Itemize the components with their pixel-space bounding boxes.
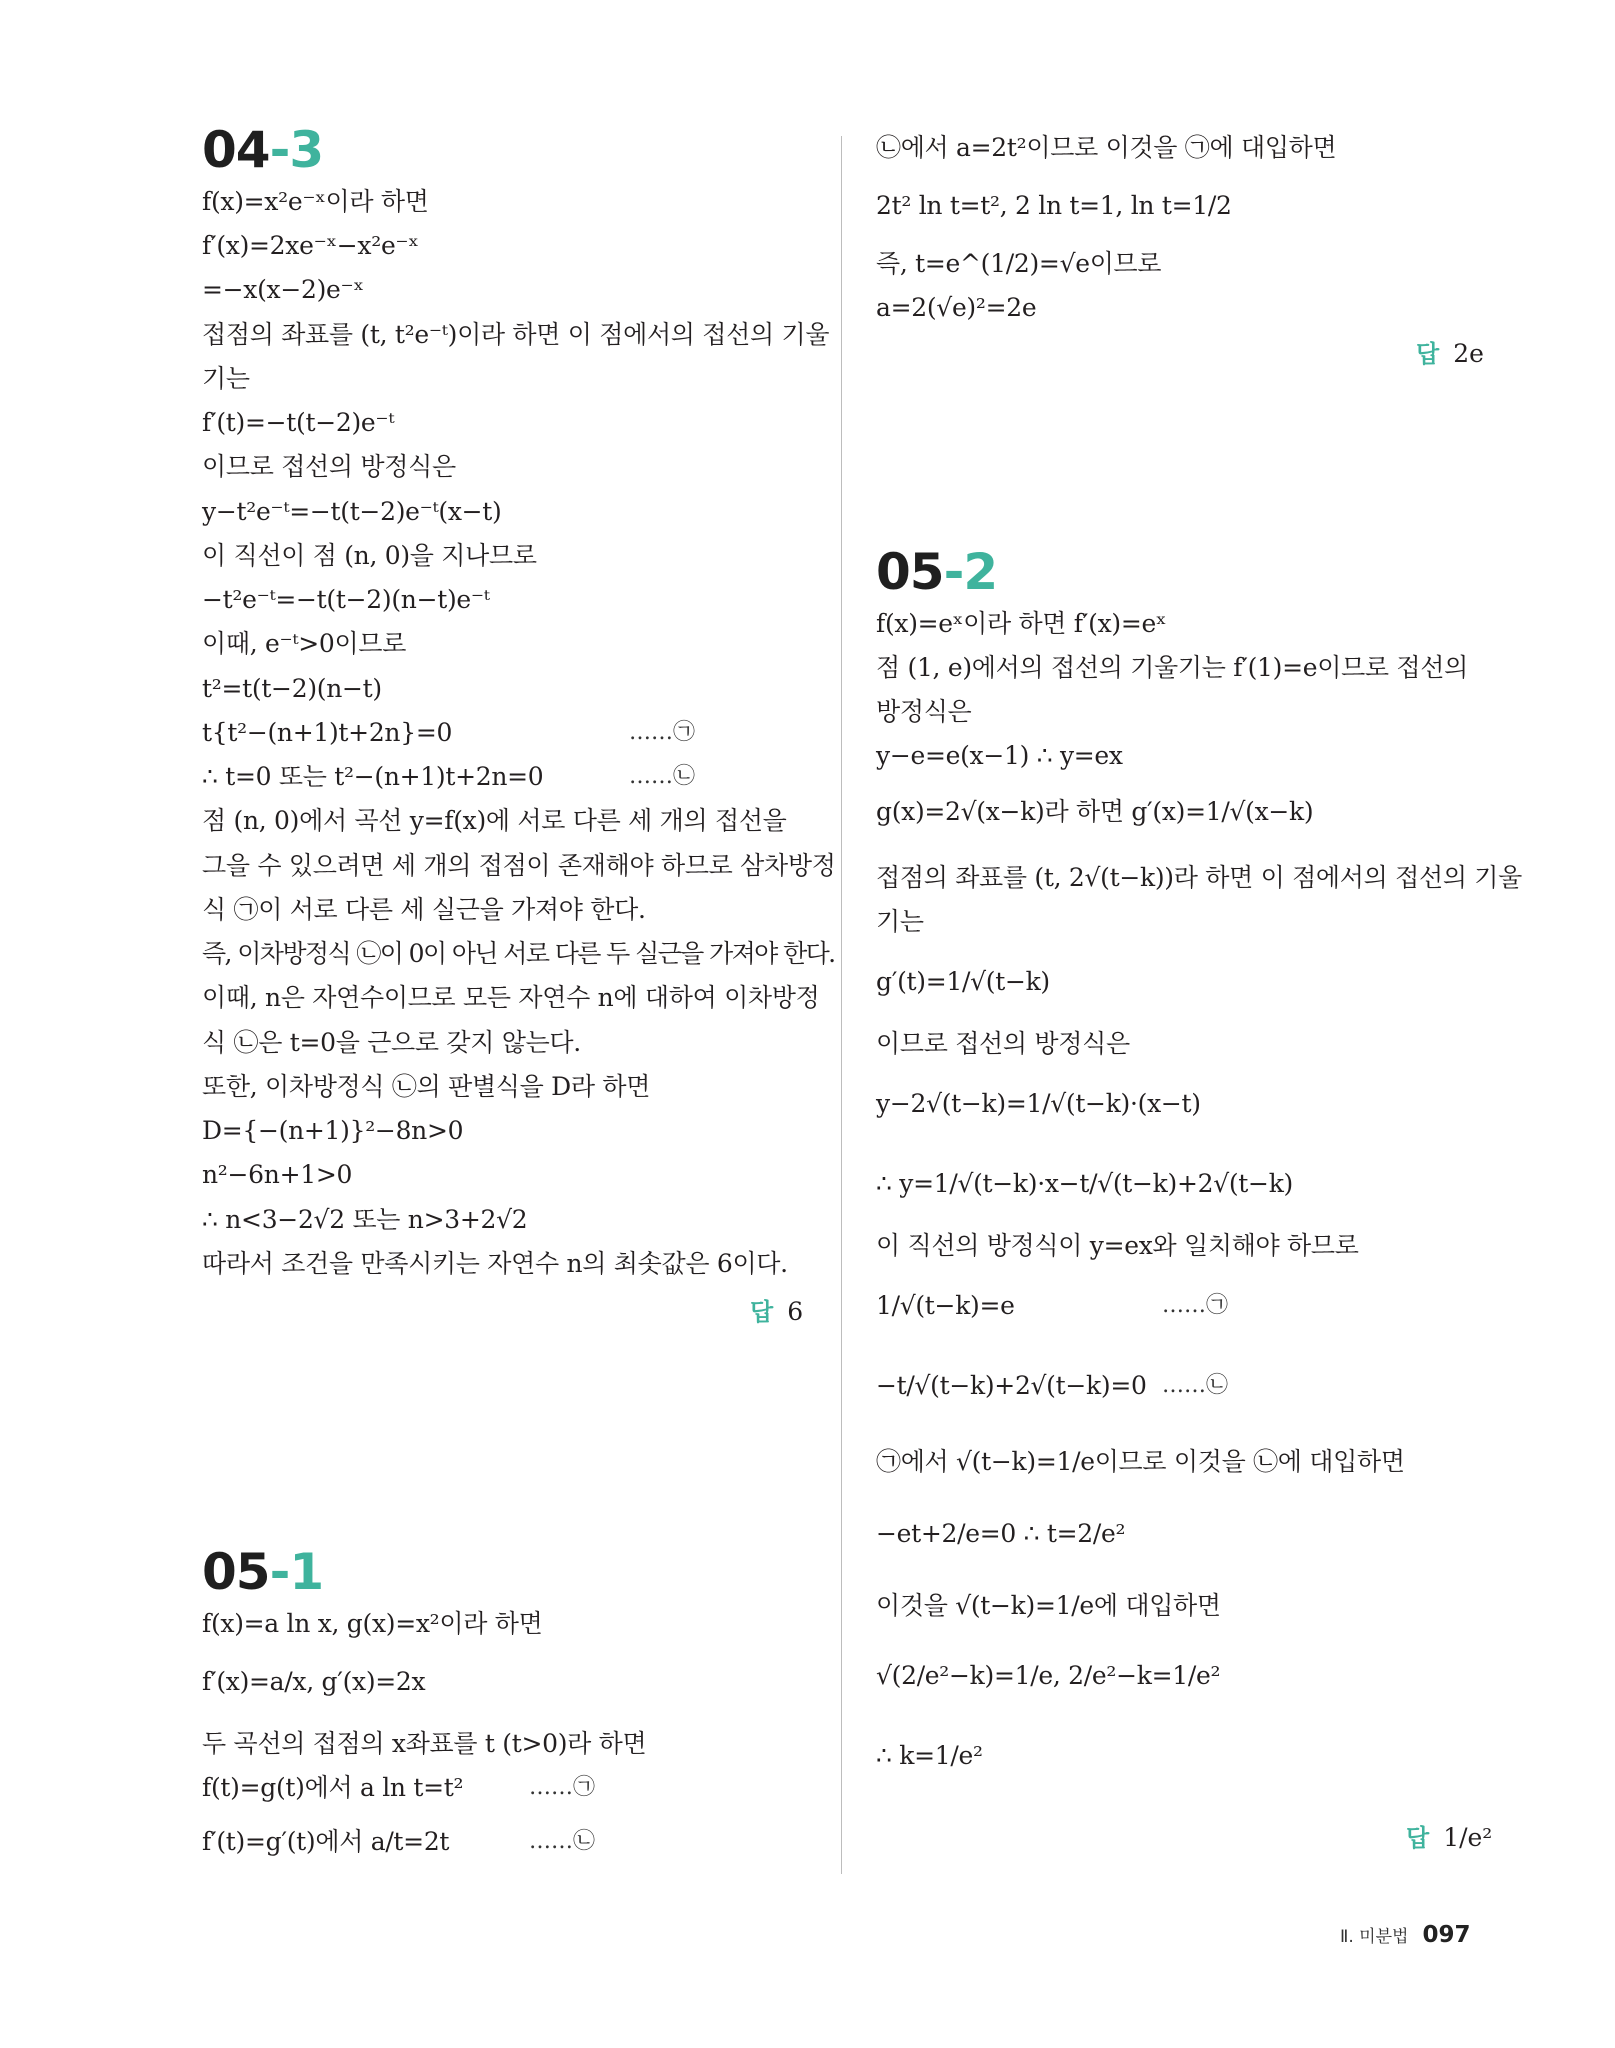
equation-marker-a: ……㉠ — [1162, 1293, 1229, 1318]
solution-line: −t/√(t−k)+2√(t−k)=0 — [876, 1371, 1147, 1400]
answer-label: 답 — [750, 1298, 774, 1326]
solution-line: f(x)=eˣ이라 하면 f′(x)=eˣ — [876, 609, 1167, 638]
solution-line: 따라서 조건을 만족시키는 자연수 n의 최솟값은 6이다. — [202, 1249, 788, 1278]
solution-line: f′(t)=g′(t)에서 a/t=2t — [202, 1827, 450, 1856]
solution-line: 방정식은 — [876, 697, 972, 726]
equation-marker-b: ……㉡ — [1162, 1373, 1229, 1398]
answer-value: 1/e² — [1443, 1823, 1493, 1852]
answer-05-1 — [1416, 338, 1484, 370]
solution-line: 기는 — [876, 907, 924, 936]
solution-line: ∴ n<3−2√2 또는 n>3+2√2 — [202, 1205, 528, 1234]
solution-line: 식 ㉡은 t=0을 근으로 갖지 않는다. — [202, 1028, 581, 1057]
answer-05-2 — [1406, 1822, 1492, 1854]
solution-line: −et+2/e=0 ∴ t=2/e² — [876, 1519, 1126, 1548]
solution-line: f(t)=g(t)에서 a ln t=t² — [202, 1773, 464, 1802]
solution-line: 이므로 접선의 방정식은 — [202, 452, 456, 481]
answer-label: 답 — [1416, 340, 1440, 368]
solution-line: √(2/e²−k)=1/e, 2/e²−k=1/e² — [876, 1661, 1221, 1690]
solution-line: 점 (n, 0)에서 곡선 y=f(x)에 서로 다른 세 개의 접선을 — [202, 806, 787, 835]
solution-line: −t²e⁻ᵗ=−t(t−2)(n−t)e⁻ᵗ — [202, 585, 490, 614]
solution-line: 1/√(t−k)=e — [876, 1291, 1015, 1320]
equation-marker-b: ……㉡ — [529, 1829, 596, 1854]
column-divider — [841, 136, 842, 1874]
solution-line: 접점의 좌표를 (t, t²e⁻ᵗ)이라 하면 이 점에서의 접선의 기울 — [202, 320, 830, 349]
solution-line: g(x)=2√(x−k)라 하면 g′(x)=1/√(x−k) — [876, 797, 1314, 826]
solution-line: f(x)=x²e⁻ˣ이라 하면 — [202, 187, 429, 216]
solution-line: 이 직선의 방정식이 y=ex와 일치해야 하므로 — [876, 1231, 1359, 1260]
solution-line: D={−(n+1)}²−8n>0 — [202, 1116, 464, 1145]
solution-line: 즉, t=e^(1/2)=√e이므로 — [876, 249, 1162, 278]
page-footer — [1340, 1922, 1470, 1948]
solution-line: f(x)=a ln x, g(x)=x²이라 하면 — [202, 1609, 543, 1638]
solution-line: ㉠에서 √(t−k)=1/e이므로 이것을 ㉡에 대입하면 — [876, 1447, 1405, 1476]
chapter-label: Ⅱ. 미분법 — [1340, 1927, 1409, 1947]
solution-line: 식 ㉠이 서로 다른 세 실근을 가져야 한다. — [202, 895, 646, 924]
solution-line: t²=t(t−2)(n−t) — [202, 674, 382, 703]
solution-line: 이므로 접선의 방정식은 — [876, 1029, 1130, 1058]
solution-line: ㉡에서 a=2t²이므로 이것을 ㉠에 대입하면 — [876, 133, 1337, 162]
equation-marker-a: ……㉠ — [529, 1775, 596, 1800]
solution-line: =−x(x−2)e⁻ˣ — [202, 275, 364, 304]
equation-marker-b: ……㉡ — [629, 764, 696, 789]
solution-line: a=2(√e)²=2e — [876, 293, 1037, 322]
solution-line: 이때, n은 자연수이므로 모든 자연수 n에 대하여 이차방정 — [202, 983, 820, 1012]
answer-04-3 — [750, 1296, 803, 1328]
solution-line: t{t²−(n+1)t+2n}=0 — [202, 718, 453, 747]
page-number: 097 — [1422, 1922, 1471, 1948]
solution-line: 접점의 좌표를 (t, 2√(t−k))라 하면 이 점에서의 접선의 기울 — [876, 863, 1523, 892]
solution-line: f′(x)=a/x, g′(x)=2x — [202, 1667, 426, 1696]
solution-line: 이 직선이 점 (n, 0)을 지나므로 — [202, 541, 537, 570]
solution-line: f′(t)=−t(t−2)e⁻ᵗ — [202, 408, 395, 437]
solution-line: 그을 수 있으려면 세 개의 접점이 존재해야 하므로 삼차방정 — [202, 851, 836, 880]
solution-line: 두 곡선의 접점의 x좌표를 t (t>0)라 하면 — [202, 1729, 647, 1758]
problem-heading-05-2: 05-2 — [876, 543, 998, 601]
solution-line: 기는 — [202, 364, 250, 393]
solution-line: n²−6n+1>0 — [202, 1160, 353, 1189]
solution-line: ∴ k=1/e² — [876, 1741, 983, 1770]
solution-line: y−e=e(x−1) ∴ y=ex — [876, 741, 1123, 770]
answer-label: 답 — [1406, 1824, 1430, 1852]
solution-line: y−2√(t−k)=1/√(t−k)·(x−t) — [876, 1089, 1201, 1118]
equation-marker-a: ……㉠ — [629, 720, 696, 745]
solution-line: ∴ y=1/√(t−k)·x−t/√(t−k)+2√(t−k) — [876, 1169, 1294, 1198]
problem-heading-05-1: 05-1 — [202, 1543, 324, 1601]
solution-line: 즉, 이차방정식 ㉡이 0이 아닌 서로 다른 두 실근을 가져야 한다. — [202, 939, 835, 968]
solution-line: g′(t)=1/√(t−k) — [876, 967, 1050, 996]
solution-line: 또한, 이차방정식 ㉡의 판별식을 D라 하면 — [202, 1072, 651, 1101]
problem-heading-04-3: 04-3 — [202, 121, 324, 179]
solution-line: ∴ t=0 또는 t²−(n+1)t+2n=0 — [202, 762, 544, 791]
solution-line: 점 (1, e)에서의 접선의 기울기는 f′(1)=e이므로 접선의 — [876, 653, 1468, 682]
solution-line: 이때, e⁻ᵗ>0이므로 — [202, 629, 407, 658]
solution-line: 2t² ln t=t², 2 ln t=1, ln t=1/2 — [876, 191, 1232, 220]
solution-line: f′(x)=2xe⁻ˣ−x²e⁻ˣ — [202, 231, 419, 260]
answer-value: 2e — [1453, 339, 1484, 368]
solution-line: 이것을 √(t−k)=1/e에 대입하면 — [876, 1591, 1221, 1620]
solution-line: y−t²e⁻ᵗ=−t(t−2)e⁻ᵗ(x−t) — [202, 497, 502, 526]
answer-value: 6 — [787, 1297, 804, 1326]
